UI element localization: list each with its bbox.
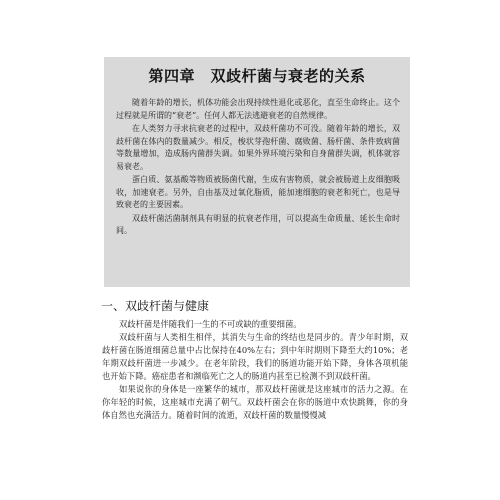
intro-paragraph: 在人类努力寻求抗衰老的过程中，双歧杆菌功不可没。随着年龄的增长，双歧杆菌在体内的数量减少。相反，梭状芽孢杆菌、腐败菌、肠杆菌、条件致病菌等数量增加，造成肠内菌群失调。如果外界环境污染和自身菌群失调，机体就容易衰老。 bbox=[116, 124, 400, 171]
intro-paragraph: 随着年龄的增长，机体功能会出现持续性退化或恶化，直至生命终止。这个过程就是所谓的“衰老”。任何人都无法逃避衰老的自然规律。 bbox=[116, 98, 400, 120]
intro-paragraph: 双歧杆菌活菌制剂具有明显的抗衰老作用，可以提高生命质量、延长生命时间。 bbox=[116, 213, 400, 235]
chapter-intro bbox=[116, 97, 400, 238]
intro-paragraph: 蛋白质、氨基酸等物质被肠菌代谢，生成有害物质，就会被肠道上皮细胞吸收，加速衰老。另外，自由基及过氧化脂质，能加速细胞的衰老和死亡，也是导致衰老的主要因素。 bbox=[116, 175, 400, 209]
chapter-header-box bbox=[104, 57, 410, 287]
body-paragraph: 双歧杆菌与人类相生相伴，其消失与生命的终结也是同步的。青少年时期，双歧杆菌在肠道细菌总量中占比保持在40%左右；到中年时期则下降至大约10%；老年期双歧杆菌进一步减少。在老年阶段，我们的肠道功能开始下降，身体各项机能也开始下降。癌症患者和濒临死亡之人的肠道内甚至已检测不到双歧杆菌。 bbox=[102, 332, 408, 381]
chapter-title: 第四章 双歧杆菌与衰老的关系 bbox=[148, 67, 366, 85]
body-paragraph: 如果说你的身体是一座繁华的城市，那双歧杆菌就是这座城市的活力之源。在你年轻的时候，这座城市充满了朝气。双歧杆菌会在你的肠道中欢快跳舞，你的身体自然也充满活力。随着时间的流逝，双歧杆菌的数量慢慢减 bbox=[102, 384, 408, 420]
section-heading: 一、双歧杆菌与健康 bbox=[101, 299, 210, 313]
body-paragraph: 双歧杆菌是伴随我们一生的不可或缺的重要细菌。 bbox=[119, 319, 302, 329]
section-body bbox=[102, 318, 408, 422]
